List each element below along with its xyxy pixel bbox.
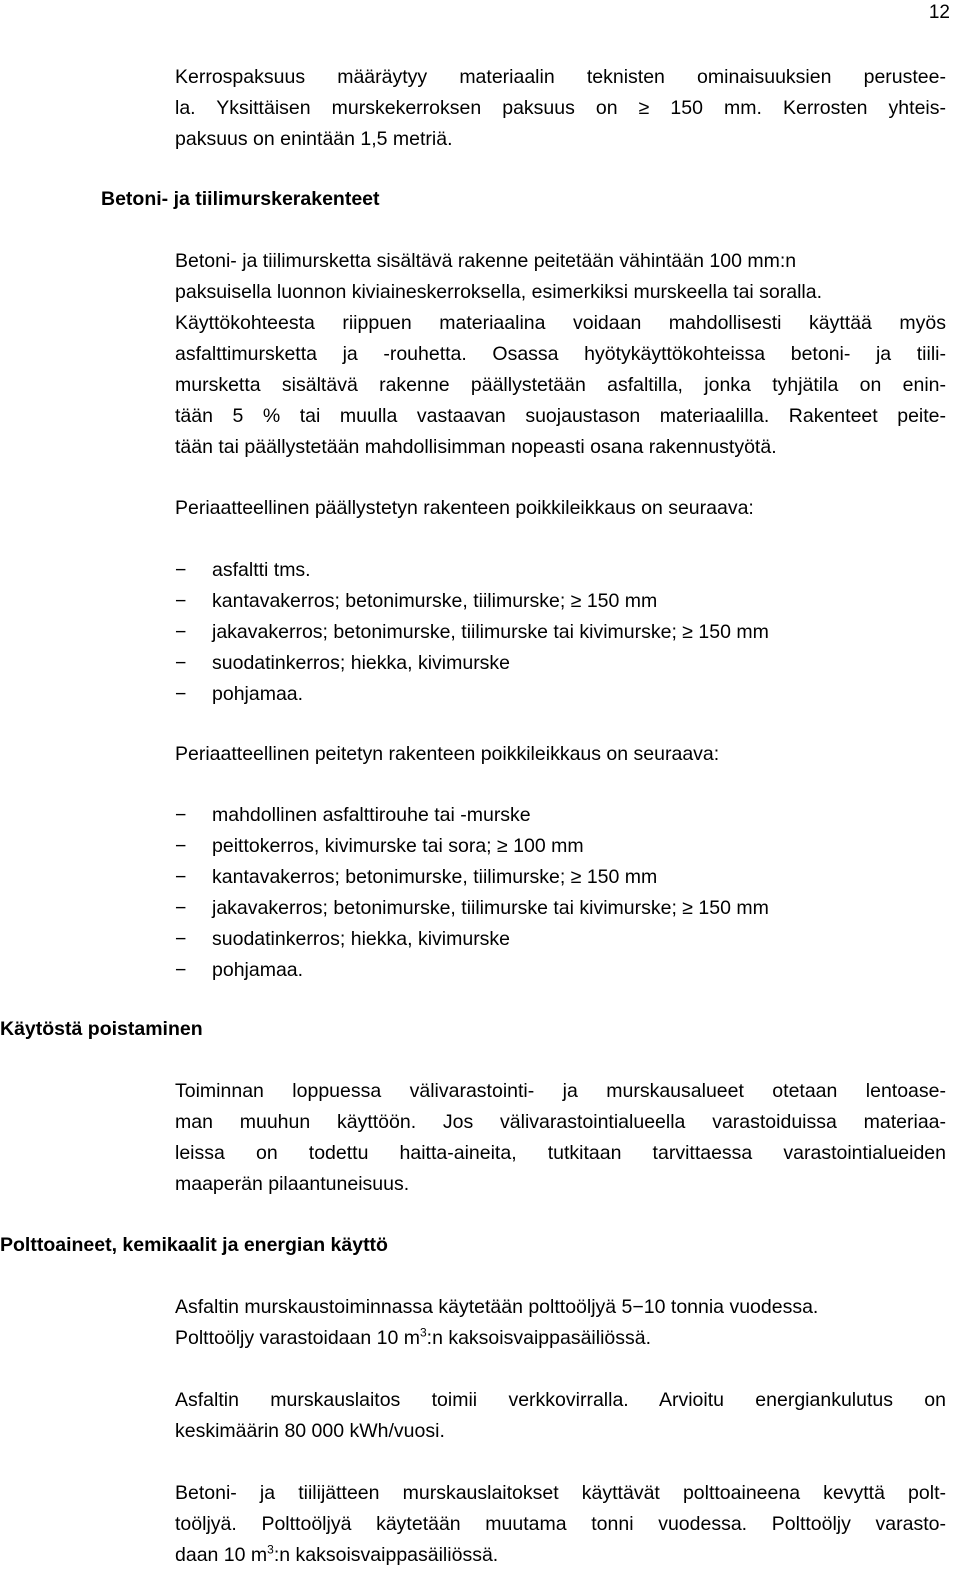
text-part: :n kaksoisvaippasäiliössä. (273, 1544, 499, 1566)
fuels-paragraph-1 (175, 1292, 946, 1354)
text-line: Käyttökohteesta riippuen materiaalina voidaan mahdollisesti käyttää myös (175, 312, 946, 334)
text-line: Asfaltin murskaustoiminnassa käytetään polttoöljyä 5−10 tonnia vuodessa. (175, 1296, 819, 1318)
superscript: 3 (419, 1325, 427, 1340)
list-item-text: peittokerros, kivimurske tai sora; ≥ 100 mm (212, 835, 584, 857)
page-number: 12 (928, 2, 950, 23)
text-line: keskimäärin 80 000 kWh/vuosi. (175, 1420, 445, 1442)
list-item (175, 862, 769, 893)
text-line (175, 1540, 946, 1571)
dash-bullet: − (175, 959, 187, 981)
text-line: paksuisella luonnon kiviaineskerroksella, esimerkiksi murskeella tai soralla. (175, 281, 823, 303)
superscript: 3 (267, 1542, 274, 1557)
list-item (175, 586, 769, 617)
text-line: mursketta sisältävä rakenne päällystetään asfaltilla, jonka tyhjätila on enin- (175, 374, 946, 396)
list-item-text: pohjamaa. (212, 683, 304, 705)
text-part: daan 10 m (175, 1544, 268, 1566)
list-item (175, 924, 769, 955)
dash-bullet: − (175, 897, 187, 919)
intro-paragraph (175, 62, 946, 155)
fuels-paragraph-2 (175, 1385, 946, 1447)
dash-bullet: − (175, 559, 187, 581)
text-line: tään 5 % tai muulla vastaavan suojaustason materiaalilla. Rakenteet peite- (175, 405, 946, 427)
dash-bullet: − (175, 652, 187, 674)
list-item-text: suodatinkerros; hiekka, kivimurske (212, 928, 511, 950)
text-line: la. Yksittäisen murskekerroksen paksuus on ≥ 150 mm. Kerrosten yhteis- (175, 97, 946, 119)
text-line: Asfaltin murskauslaitos toimii verkkovirralla. Arvioitu energiankulutus on (175, 1389, 946, 1411)
list-item-text: kantavakerros; betonimurske, tiilimurske; ≥ 150 mm (212, 866, 658, 888)
text-line: maaperän pilaantuneisuus. (175, 1173, 410, 1195)
list-item-text: kantavakerros; betonimurske, tiilimurske; ≥ 150 mm (212, 590, 658, 612)
covered-structure-list (175, 800, 769, 986)
text-line: paksuus on enintään 1,5 metriä. (175, 128, 453, 150)
dash-bullet: − (175, 683, 187, 705)
section-heading-decommission: Käytöstä poistaminen (0, 1018, 203, 1040)
text-line: asfalttimursketta ja -rouhetta. Osassa hyötykäyttökohteissa betoni- ja tiili- (175, 343, 946, 365)
text-line: tään tai päällystetään mahdollisimman nopeasti osana rakennustyötä. (175, 436, 777, 458)
paved-structure-intro: Periaatteellinen päällystetyn rakenteen poikkileikkaus on seuraava: (175, 497, 754, 519)
decommission-paragraph (175, 1076, 946, 1200)
list-item (175, 555, 769, 586)
text-part: Polttoöljy varastoidaan 10 m (175, 1327, 420, 1349)
dash-bullet: − (175, 804, 187, 826)
list-item-text: pohjamaa. (212, 959, 304, 981)
dash-bullet: − (175, 590, 187, 612)
list-item-text: suodatinkerros; hiekka, kivimurske (212, 652, 511, 674)
fuels-paragraph-3 (175, 1478, 946, 1571)
dash-bullet: − (175, 835, 187, 857)
list-item-text: jakavakerros; betonimurske, tiilimurske tai kivimurske; ≥ 150 mm (212, 621, 769, 643)
section-heading-fuels: Polttoaineet, kemikaalit ja energian käyttö (0, 1234, 388, 1256)
list-item-text: mahdollinen asfalttirouhe tai -murske (212, 804, 531, 826)
text-line: Betoni- ja tiilijätteen murskauslaitokset käyttävät polttoaineena kevyttä polt- (175, 1482, 946, 1504)
text-line: man muuhun käyttöön. Jos välivarastointialueella varastoiduissa materiaa- (175, 1111, 946, 1133)
list-item (175, 893, 769, 924)
text-line: Betoni- ja tiilimursketta sisältävä rakenne peitetään vähintään 100 mm:n (175, 250, 797, 272)
text-line: toöljyä. Polttoöljyä käytetään muutama tonni vuodessa. Polttoöljy varasto- (175, 1513, 946, 1535)
list-item-text: asfaltti tms. (212, 559, 311, 581)
text-line: Toiminnan loppuessa välivarastointi- ja murskausalueet otetaan lentoase- (175, 1080, 946, 1102)
dash-bullet: − (175, 866, 187, 888)
text-line: leissa on todettu haitta-aineita, tutkitaan tarvittaessa varastointialueiden (175, 1142, 946, 1164)
list-item (175, 617, 769, 648)
covered-structure-intro: Periaatteellinen peitetyn rakenteen poikkileikkaus on seuraava: (175, 743, 720, 765)
text-line (175, 1323, 946, 1354)
list-item (175, 955, 769, 986)
paved-structure-list (175, 555, 769, 710)
list-item (175, 679, 769, 710)
text-line: Kerrospaksuus määräytyy materiaalin teknisten ominaisuuksien perustee- (175, 66, 946, 88)
list-item (175, 831, 769, 862)
list-item (175, 648, 769, 679)
text-part: :n kaksoisvaippasäiliössä. (426, 1327, 652, 1349)
dash-bullet: − (175, 928, 187, 950)
section-heading-concrete-brick: Betoni- ja tiilimurskerakenteet (101, 188, 380, 210)
list-item (175, 800, 769, 831)
dash-bullet: − (175, 621, 187, 643)
list-item-text: jakavakerros; betonimurske, tiilimurske tai kivimurske; ≥ 150 mm (212, 897, 769, 919)
concrete-brick-paragraph (175, 246, 946, 463)
